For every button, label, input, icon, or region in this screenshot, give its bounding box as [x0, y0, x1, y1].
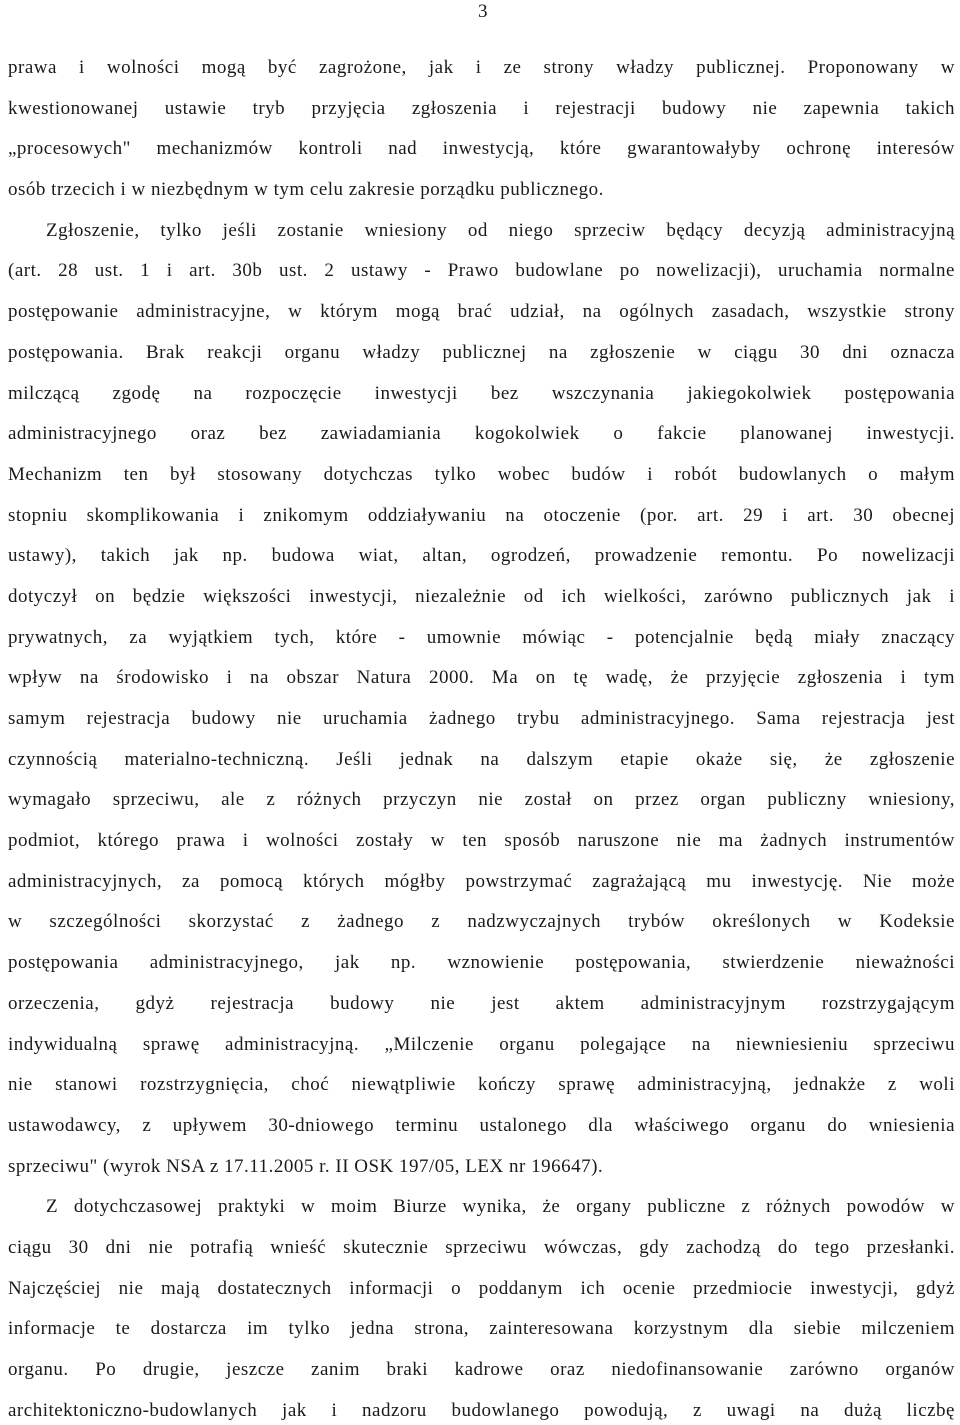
text-line: wpływ na środowisko i na obszar Natura 2000. Ma on tę wadę, że przyjęcie zgłoszenia i tym — [8, 667, 955, 689]
text-line: nie stanowi rozstrzygnięcia, choć niewątpliwie kończy sprawę administracyjną, jednakże z woli — [8, 1074, 955, 1096]
text-line: Zgłoszenie, tylko jeśli zostanie wniesiony od niego sprzeciw będący decyzją administracyjną — [46, 219, 955, 241]
text-line: orzeczenia, gdyż rejestracja budowy nie jest aktem administracyjnym rozstrzygającym — [8, 992, 955, 1014]
text-line: administracyjnego oraz bez zawiadamiania kogokolwiek o fakcie planowanej inwestycji. — [8, 423, 955, 445]
text-line: dotyczył on będzie większości inwestycji, niezależnie od ich wielkości, zarówno publicznych jak i — [8, 585, 955, 607]
text-line: kwestionowanej ustawie tryb przyjęcia zgłoszenia i rejestracji budowy nie zapewnia takich — [8, 97, 955, 119]
text-line: organu. Po drugie, jeszcze zanim braki kadrowe oraz niedofinansowanie zarówno organów — [8, 1359, 955, 1380]
document-body — [8, 0, 955, 1423]
text-line: podmiot, którego prawa i wolności zostały w ten sposób naruszone nie ma żadnych instrumentów — [8, 830, 955, 852]
text-line: czynnością materialno-techniczną. Jeśli jednak na dalszym etapie okaże się, że zgłoszenie — [8, 748, 955, 770]
text-line: Najczęściej nie mają dostatecznych informacji o poddanym ich ocenie przedmiocie inwestycji, gdyż — [8, 1277, 955, 1299]
text-line: postępowanie administracyjne, w którym mogą brać udział, na ogólnych zasadach, wszystkie strony — [8, 301, 955, 323]
text-line: postępowania administracyjnego, jak np. wznowienie postępowania, stwierdzenie nieważności — [8, 952, 955, 974]
text-line: samym rejestracja budowy nie uruchamia żadnego trybu administracyjnego. Sama rejestracja jest — [8, 708, 955, 729]
text-line: ustawodawcy, z upływem 30-dniowego terminu ustalonego dla właściwego organu do wniesienia — [8, 1114, 955, 1136]
text-line: w szczególności skorzystać z żadnego z nadzwyczajnych trybów określonych w Kodeksie — [8, 911, 955, 933]
text-line: sprzeciwu" (wyrok NSA z 17.11.2005 r. II OSK 197/05, LEX nr 196647). — [8, 1155, 604, 1177]
text-line: milczącą zgodę na rozpoczęcie inwestycji bez wszczynania jakiegokolwiek postępowania — [8, 382, 955, 404]
text-line: osób trzecich i w niezbędnym w tym celu zakresie porządku publicznego. — [8, 179, 604, 201]
text-line: architektoniczno-budowlanych jak i nadzoru budowlanego powodują, z uwagi na dużą liczbę — [8, 1399, 955, 1421]
text-line: ustawy), takich jak np. budowa wiat, altan, ogrodzeń, prowadzenie remontu. Po nowelizacji — [8, 545, 955, 567]
text-line: indywidualną sprawę administracyjną. „Milczenie organu polegające na niewniesieniu sprzeciwu — [8, 1033, 955, 1055]
text-line: prywatnych, za wyjątkiem tych, które - umownie mówiąc - potencjalnie będą miały znaczący — [8, 626, 955, 648]
page-number: 3 — [478, 1, 488, 22]
text-line: „procesowych" mechanizmów kontroli nad inwestycją, które gwarantowałyby ochronę interesów — [8, 138, 955, 160]
text-line: Mechanizm ten był stosowany dotychczas tylko wobec budów i robót budowlanych o małym — [8, 463, 955, 485]
text-line: informacje te dostarcza im tylko jedna strona, zainteresowana korzystnym dla siebie milczeniem — [8, 1318, 955, 1340]
text-line: stopniu skomplikowania i znikomym oddziaływaniu na otoczenie (por. art. 29 i art. 30 obecnej — [8, 504, 955, 526]
text-line: postępowania. Brak reakcji organu władzy publicznej na zgłoszenie w ciągu 30 dni oznacza — [8, 341, 955, 363]
text-line: wymagało sprzeciwu, ale z różnych przyczyn nie został on przez organ publiczny wniesiony, — [8, 789, 955, 811]
text-line: Z dotychczasowej praktyki w moim Biurze wynika, że organy publiczne z różnych powodów w — [46, 1196, 955, 1218]
text-line: prawa i wolności mogą być zagrożone, jak i ze strony władzy publicznej. Proponowany w — [8, 57, 955, 78]
paragraph — [8, 219, 955, 1179]
text-line: (art. 28 ust. 1 i art. 30b ust. 2 ustawy - Prawo budowlane po nowelizacji), uruchamia normalne — [8, 260, 955, 282]
text-line: ciągu 30 dni nie potrafią wnieść skutecznie sprzeciwu wówczas, gdy zachodzą do tego przesłanki. — [8, 1236, 955, 1258]
paragraph — [8, 1195, 955, 1422]
paragraph — [8, 56, 955, 202]
text-line: administracyjnych, za pomocą których mógłby powstrzymać zagrażającą mu inwestycję. Nie może — [8, 870, 955, 892]
